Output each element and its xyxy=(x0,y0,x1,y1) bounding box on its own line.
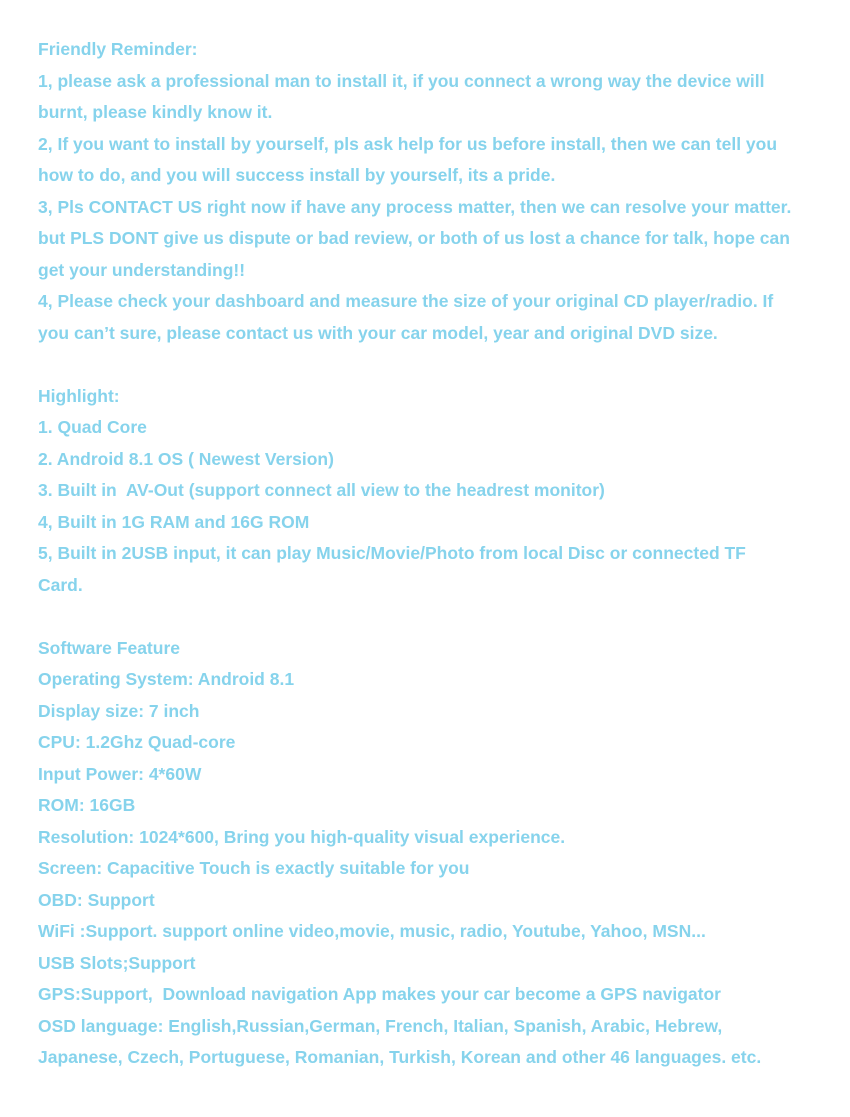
reminder-line: 2, If you want to install by yourself, pls ask help for us before install, then we can tell you xyxy=(38,133,778,154)
highlight-line: 5, Built in 2USB input, it can play Music/Movie/Photo from local Disc or connected TF xyxy=(38,543,746,563)
highlight-line: 3. Built in AV-Out (support connect all view to the headrest monitor) xyxy=(38,480,605,500)
section-title: Highlight: xyxy=(38,385,120,406)
spec-line: Input Power: 4*60W xyxy=(38,763,202,784)
reminder-line: get your understanding!! xyxy=(38,259,246,280)
section-title: Friendly Reminder: xyxy=(38,39,198,59)
reminder-line: burnt, please kindly know it. xyxy=(38,102,273,122)
spec-line: OSD language: English,Russian,German, French, Italian, Spanish, Arabic, Hebrew, xyxy=(38,1015,723,1036)
reminder-line: you can’t sure, please contact us with your car model, year and original DVD size. xyxy=(38,322,718,343)
spec-line: Japanese, Czech, Portuguese, Romanian, Turkish, Korean and other 46 languages. etc. xyxy=(38,1047,762,1067)
section-spacer xyxy=(38,601,828,633)
spec-line: Screen: Capacitive Touch is exactly suitable for you xyxy=(38,858,470,878)
spec-line: ROM: 16GB xyxy=(38,795,136,815)
spec-line: Resolution: 1024*600, Bring you high-quality visual experience. xyxy=(38,826,566,847)
spec-line: CPU: 1.2Ghz Quad-core xyxy=(38,732,236,752)
product-description xyxy=(38,34,828,1074)
spec-line: USB Slots;Support xyxy=(38,952,196,973)
highlight-line: 4, Built in 1G RAM and 16G ROM xyxy=(38,511,310,532)
section-title: Software Feature xyxy=(38,637,180,658)
reminder-line: but PLS DONT give us dispute or bad review, or both of us lost a chance for talk, hope can xyxy=(38,228,790,248)
spec-line: OBD: Support xyxy=(38,889,155,910)
friendly-reminder-section xyxy=(38,34,828,349)
reminder-line: how to do, and you will success install by yourself, its a pride. xyxy=(38,165,556,185)
reminder-line: 4, Please check your dashboard and measure the size of your original CD player/radio. If xyxy=(38,291,774,311)
reminder-line: 1, please ask a professional man to install it, if you connect a wrong way the device will xyxy=(38,70,765,91)
reminder-line: 3, Pls CONTACT US right now if have any process matter, then we can resolve your matter. xyxy=(38,196,792,217)
highlight-line: Card. xyxy=(38,574,83,595)
software-feature-section xyxy=(38,633,828,1074)
spec-line: WiFi :Support. support online video,movie, music, radio, Youtube, Yahoo, MSN... xyxy=(38,921,706,941)
section-spacer xyxy=(38,349,828,381)
highlight-line: 1. Quad Core xyxy=(38,417,147,437)
highlight-line: 2. Android 8.1 OS ( Newest Version) xyxy=(38,448,334,469)
spec-line: Display size: 7 inch xyxy=(38,700,200,721)
spec-line: Operating System: Android 8.1 xyxy=(38,669,295,689)
highlight-section xyxy=(38,381,828,602)
spec-line: GPS:Support, Download navigation App makes your car become a GPS navigator xyxy=(38,984,721,1004)
